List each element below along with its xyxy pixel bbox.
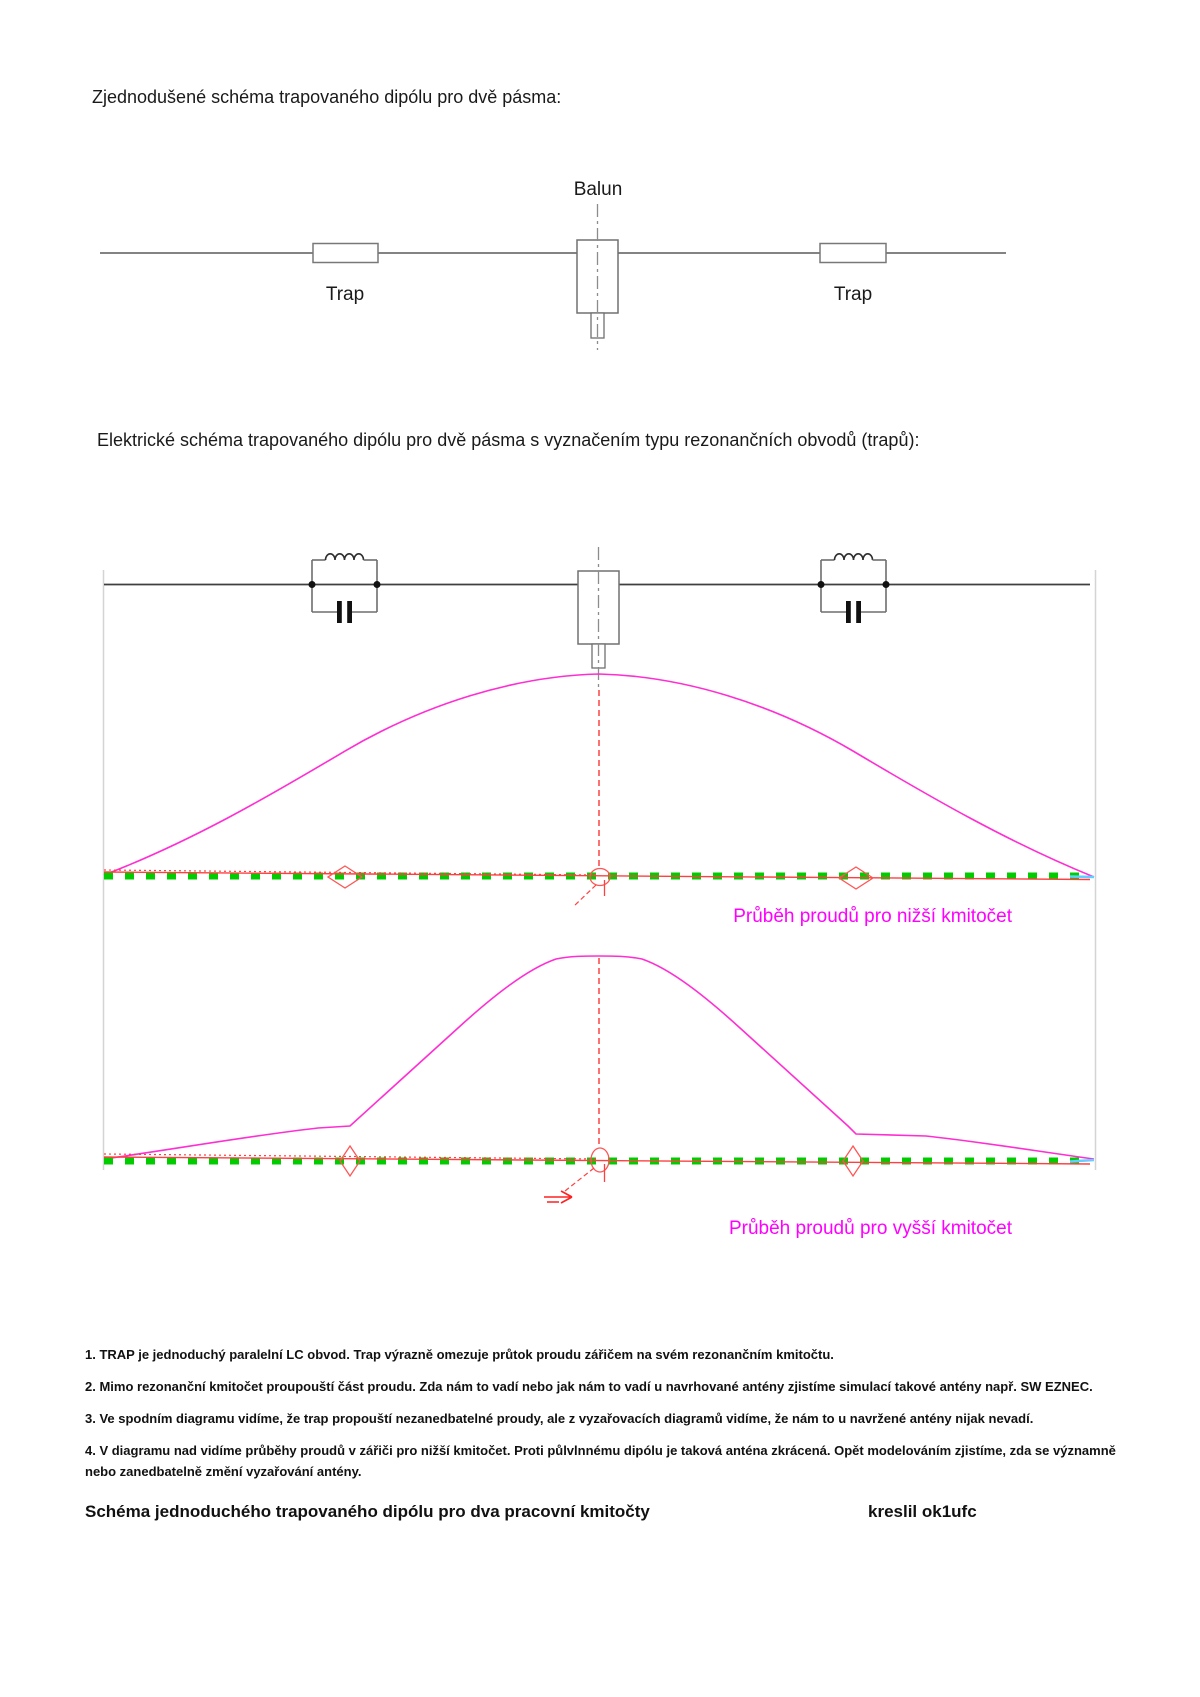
section2-title: Elektrické schéma trapovaného dipólu pro dvě pásma s vyznačením typu rezonančních obvodů (trapů):: [97, 430, 920, 450]
footer-title: Schéma jednoduchého trapovaného dipólu pro dva pracovní kmitočty: [85, 1502, 650, 1521]
current-plot-higher-freq: [104, 956, 1094, 1203]
note-4: 4. V diagramu nad vidíme průběhy proudů v zářiči pro nižší kmitočet. Proti půlvlnnému dipólu je taková anténa zkrácená. Opět modelováním zjistíme, zda se významně nebo zanedbatelně změní vyzařování antény.: [85, 1443, 1116, 1479]
trap-left-label: Trap: [325, 284, 365, 305]
higher-frequency-caption: Průběh proudů pro vyšší kmitočet: [728, 1218, 1012, 1239]
simple-schematic: [100, 204, 1006, 350]
lc-trap-left: [309, 554, 381, 623]
source-arrow-icon: [544, 1191, 572, 1203]
feed-leader-dashed: [574, 885, 596, 906]
wire-tip-cyan: [1070, 877, 1094, 878]
lower-frequency-caption: Průběh proudů pro nižší kmitočet: [733, 906, 1012, 927]
note-1: 1. TRAP je jednoduchý paralelní LC obvod. Trap výrazně omezuje průtok proudu zářičem na svém rezonančním kmitočtu.: [85, 1347, 834, 1362]
footer-author: kreslil ok1ufc: [868, 1502, 977, 1521]
feed-leader-dashed: [565, 1168, 594, 1191]
note-2: 2. Mimo rezonanční kmitočet proupouští část proudu. Zda nám to vadí nebo jak nám to vadí u navrhované antény zjistíme simulací takové antény např. SW EZNEC.: [85, 1379, 1093, 1394]
electrical-schematic: [104, 547, 1096, 1170]
lc-trap-right: [818, 554, 890, 623]
trap-box-right: [820, 244, 886, 263]
trap-box-left: [313, 244, 378, 263]
section1-title: Zjednodušené schéma trapovaného dipólu pro dvě pásma:: [92, 87, 562, 107]
current-plot-lower-freq: [104, 674, 1094, 906]
wire-tip-cyan: [1070, 1160, 1094, 1162]
trap-right-label: Trap: [833, 284, 873, 305]
balun-label: Balun: [573, 179, 623, 200]
note-3: 3. Ve spodním diagramu vidíme, že trap propouští nezanedbatelné proudy, ale z vyzařovacích diagramů vidíme, že nám to u navržené antény nijak nevadí.: [85, 1411, 1034, 1426]
